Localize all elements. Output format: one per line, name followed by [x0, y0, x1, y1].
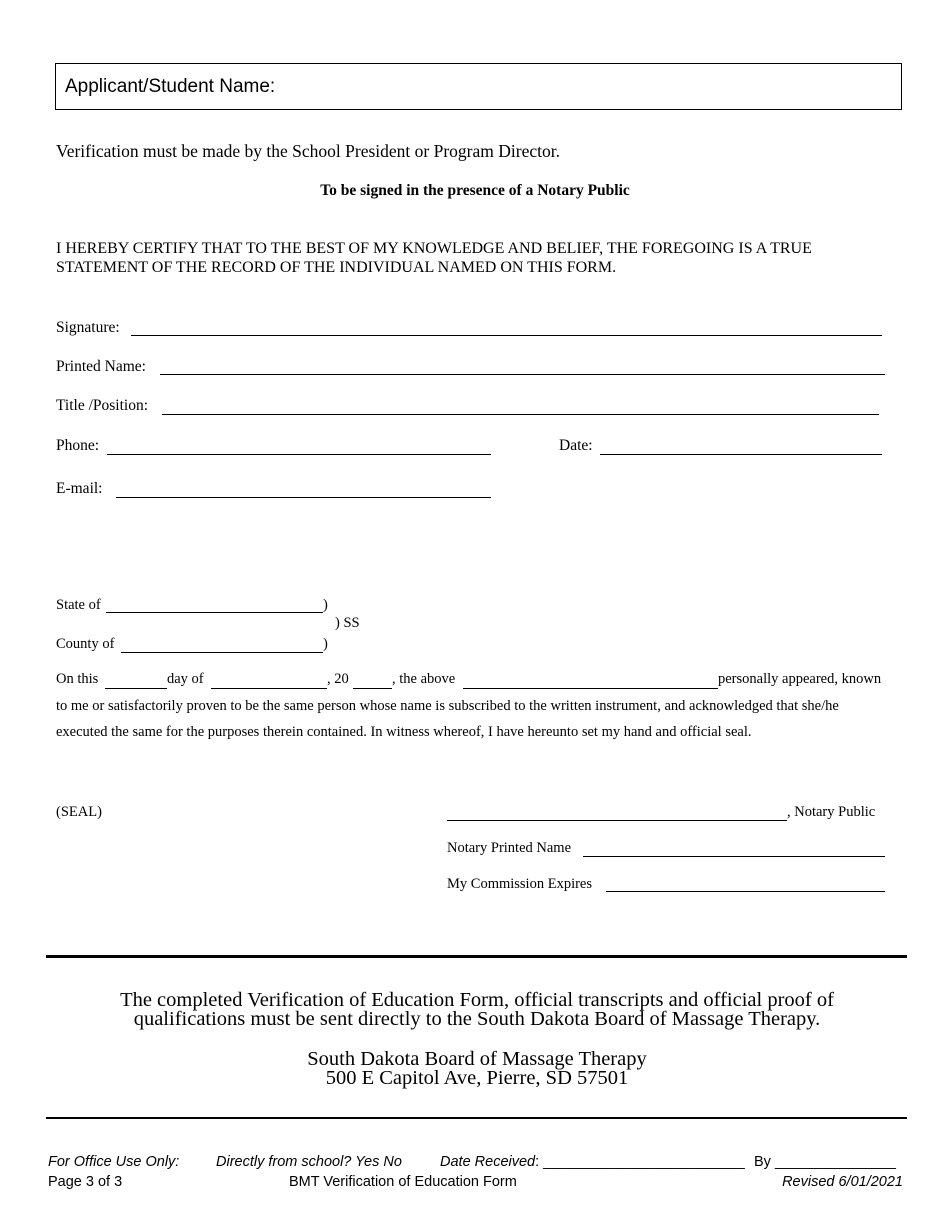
date-received-label: Date Received [440, 1154, 536, 1170]
certify-line-2: STATEMENT OF THE RECORD OF THE INDIVIDUAL NAMED ON THIS FORM. [56, 259, 617, 276]
year-line[interactable] [353, 688, 392, 689]
received-by[interactable]: By _______________ [754, 1154, 896, 1170]
form-title: BMT Verification of Education Form [289, 1174, 517, 1190]
verification-note: Verification must be made by the School President or Program Director. [56, 141, 560, 161]
section-divider-thick [46, 955, 907, 958]
title-position-line[interactable] [162, 414, 879, 415]
page-number: Page 3 of 3 [48, 1174, 123, 1190]
notary-signature-line[interactable] [447, 820, 787, 821]
personally-appeared-label: personally appeared, known [718, 671, 882, 687]
commission-expires-line[interactable] [606, 891, 885, 892]
notary-body-line-2: to me or satisfactorily proven to be the same person whose name is subscribed to the written instrument, and acknowledged that she/he [56, 698, 839, 714]
email-line[interactable] [116, 497, 491, 498]
month-line[interactable] [211, 688, 327, 689]
commission-expires-label: My Commission Expires [447, 876, 593, 892]
ss-label: ) SS [335, 615, 360, 631]
directly-from-school: Directly from school? Yes No [216, 1154, 402, 1170]
signature-line[interactable] [131, 335, 882, 336]
phone-label: Phone: [56, 437, 100, 454]
revised-date: Revised 6/01/2021 [782, 1174, 903, 1190]
date-label: Date: [559, 437, 593, 454]
county-of-label: County of [56, 636, 115, 652]
printed-name-label: Printed Name: [56, 358, 146, 375]
email-label: E-mail: [56, 480, 103, 497]
instructions-line-2: qualifications must be sent directly to the South Dakota Board of Massage Therapy. [133, 1008, 821, 1030]
phone-line[interactable] [107, 454, 491, 455]
day-of-label: day of [167, 671, 204, 687]
notary-printed-name-label: Notary Printed Name [447, 840, 572, 856]
seal-label: (SEAL) [56, 804, 102, 820]
applicant-name-label: Applicant/Student Name: [65, 76, 276, 97]
date-received-blank[interactable]: : _________________________ [535, 1154, 745, 1170]
on-this-label: On this [56, 671, 99, 687]
county-of-line[interactable] [121, 652, 323, 653]
year-prefix-label: , 20 [327, 671, 349, 687]
board-name: South Dakota Board of Massage Therapy [307, 1048, 647, 1070]
board-address: 500 E Capitol Ave, Pierre, SD 57501 [325, 1067, 629, 1089]
signature-label: Signature: [56, 319, 120, 336]
instructions-line-1: The completed Verification of Education Form, official transcripts and official proof of [120, 989, 834, 1011]
appeared-name-line[interactable] [463, 688, 718, 689]
state-paren: ) [323, 597, 328, 613]
printed-name-line[interactable] [160, 374, 885, 375]
state-of-line[interactable] [106, 612, 323, 613]
notary-heading: To be signed in the presence of a Notary Public [320, 182, 630, 199]
county-paren: ) [323, 636, 328, 652]
notary-public-label: , Notary Public [787, 804, 876, 820]
certify-line-1: I HEREBY CERTIFY THAT TO THE BEST OF MY KNOWLEDGE AND BELIEF, THE FOREGOING IS A TRUE [56, 240, 812, 257]
the-above-label: , the above [392, 671, 456, 687]
title-position-label: Title /Position: [56, 397, 149, 414]
state-of-label: State of [56, 597, 101, 613]
section-divider-thin [46, 1117, 907, 1119]
day-line[interactable] [105, 688, 167, 689]
applicant-name-box[interactable] [55, 63, 902, 110]
date-line[interactable] [600, 454, 882, 455]
notary-body-line-3: executed the same for the purposes therein contained. In witness whereof, I have hereunto set my hand and official seal. [56, 724, 752, 740]
office-use-label: For Office Use Only: [48, 1154, 180, 1170]
notary-printed-name-line[interactable] [583, 856, 885, 857]
